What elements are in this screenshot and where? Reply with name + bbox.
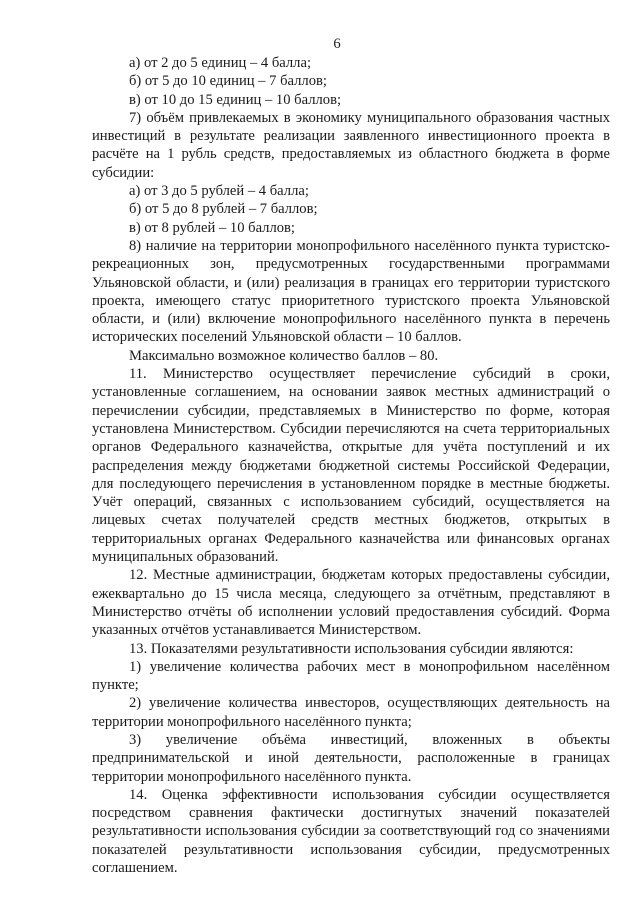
paragraph: 14. Оценка эффективности использования субсидии осуществляется посредством сравнения фактически достигнутых значений показателей результативности использования субсидии за соответствующий год со значениями показателей результативности использования субсидии, предусмотренных соглашением. — [92, 786, 610, 877]
paragraph: 2) увеличение количества инвесторов, осуществляющих деятельность на территории монопрофильного населённого пункта; — [92, 695, 610, 730]
paragraph: Максимально возможное количество баллов – 80. — [129, 347, 439, 364]
paragraph: б) от 5 до 10 единиц – 7 баллов; — [129, 73, 327, 90]
paragraph: а) от 3 до 5 рублей – 4 балла; — [129, 183, 309, 200]
paragraph: 13. Показателями результативности использования субсидии являются: — [129, 640, 574, 657]
paragraph: в) от 10 до 15 единиц – 10 баллов; — [129, 91, 342, 108]
paragraph: б) от 5 до 8 рублей – 7 баллов; — [129, 201, 318, 218]
paragraph: в) от 8 рублей – 10 баллов; — [129, 219, 295, 236]
paragraph: 7) объём привлекаемых в экономику муниципального образования частных инвестиций в результате реализации заявленного инвестиционного проекта в расчёте на 1 рубль средств, предоставляемых из областного бюджета в форме субсидии: — [92, 109, 610, 181]
paragraph: 12. Местные администрации, бюджетам которых предоставлены субсидии, ежеквартально до 15 числа месяца, следующего за отчётным, представляют в Министерство отчёты об исполнении условий предоставления субсидий. Форма указанных отчётов устанавливается Министерством. — [92, 567, 610, 639]
paragraph: а) от 2 до 5 единиц – 4 балла; — [129, 55, 311, 71]
paragraph: 1) увеличение количества рабочих мест в монопрофильном населённом пункте; — [92, 658, 610, 694]
paragraph: 8) наличие на территории монопрофильного населённого пункта туристско-рекреационных зон, предусмотренных государственными программами Ульяновской области, и (или) реализация в границах его территории туристского проекта, имеющего статус приоритетного туристского проекта Ульяновской области, и (или) включение монопрофильного населённого пункта в перечень исторических поселений Ульяновской области – 10 баллов. — [92, 237, 610, 346]
paragraph: 3) увеличение объёма инвестиций, вложенных в объекты предпринимательской и иной деятельности, расположенные в границах территории монопрофильного населённого пункта. — [92, 731, 610, 785]
page-number: 6 — [333, 36, 341, 52]
paragraph: 11. Министерство осуществляет перечисление субсидий в сроки, установленные соглашением, на основании заявок местных администраций о перечислении субсидии, представляемых в Министерство по форме, которая установлена Министерством. Субсидии перечисляются на счета территориальных органов Федерального казначейства, открытые для учёта поступлений и их распределения между бюджетами бюджетной системы Российской Федерации, для последующего перечисления в установленном порядке в местные бюджеты. Учёт операций, связанных с использованием субсидий, осуществляется на лицевых счетах получателей средств местных бюджетов, открытых в территориальных органах Федерального казначейства или финансовых органах муниципальных образований. — [92, 366, 610, 566]
document-body — [92, 54, 610, 877]
